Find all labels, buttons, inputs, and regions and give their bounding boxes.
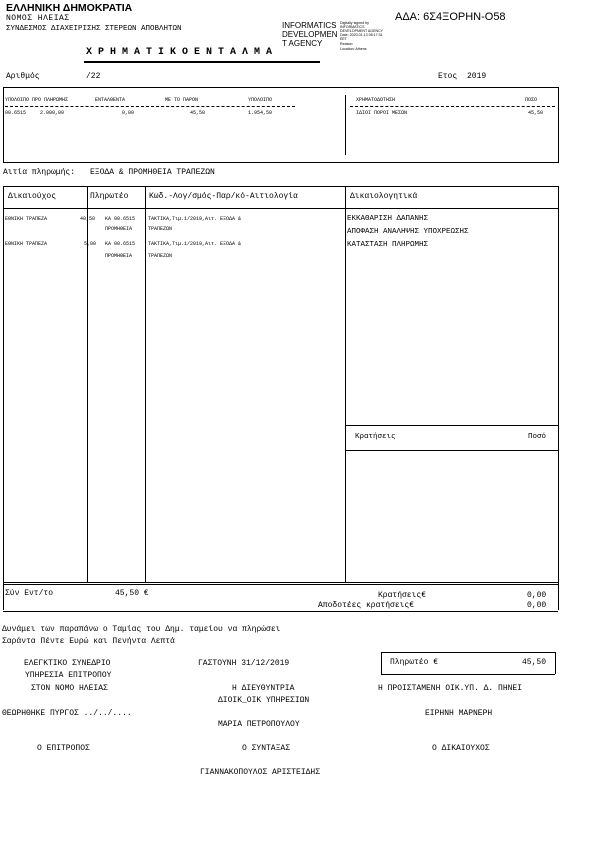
totals-bottom-rule <box>3 611 558 612</box>
details-header-code: Κωδ.-Λογ/σμός-Παρ/κό-Αιτιολογία <box>149 192 298 201</box>
totals-deductions-value: 0,00 <box>527 591 547 600</box>
sig-small-1: Digitally signed by <box>340 21 369 25</box>
audit-line-3: ΣΤΟΝ ΝΟΜΟ ΗΛΕΙΑΣ <box>31 684 108 693</box>
deductions-top-rule <box>345 425 558 426</box>
sig-small-5: EET <box>340 37 347 41</box>
summary-header-4: ΥΠΟΛΟΙΠΟ <box>248 97 273 103</box>
totals-deductions-label: Κρατήσεις€ <box>378 591 427 600</box>
summary-amount: 45,50 <box>528 110 544 116</box>
number-value: /22 <box>86 72 101 81</box>
deductions-amount-label: Ποσό <box>528 433 547 441</box>
commissioner-label: Ο ΕΠΙΤΡΟΠΟΣ <box>37 744 90 753</box>
details-header-beneficiary: Δικαιούχος <box>8 192 57 201</box>
summary-bottom-rule <box>3 162 558 163</box>
detail-row-1-desc-2a: ΠΡΟΜΗΘΕΙΑ <box>105 226 133 232</box>
sig-small-7: Location: Athens <box>340 47 367 51</box>
summary-header-1: ΥΠΟΛΟΙΠΟ ΠΡΟ ΠΛΗΡΩΜΗΣ <box>5 97 69 103</box>
detail-row-2-beneficiary: ΕΘΝΙΚΗ ΤΡΑΠΕΖΑ <box>5 241 48 247</box>
sig-small-6: Reason: <box>340 42 354 46</box>
logo-line-2: DEVELOPMEN <box>282 30 338 39</box>
audit-line-1: ΕΛΕΓΚΤΙΚΟ ΣΥΝΕΔΡΙΟ <box>24 659 111 668</box>
detail-row-2-desc: ΤΑΚΤΙΚΑ,Τιμ.1/2019,Αιτ. ΕΞΟΔΑ & <box>148 241 242 247</box>
director-name: ΜΑΡΙΑ ΠΕΤΡΟΠΟΥΛΟΥ <box>218 720 300 729</box>
document-title: Χ Ρ Η Μ Α Τ Ι Κ Ο Ε Ν Τ Α Λ Μ Α <box>86 47 273 58</box>
ada-code: ΑΔΑ: 6Σ4ΞΟΡΗΝ-Ο58 <box>395 11 506 23</box>
sig-small-4: Date: 2020.01.13 08:17:31 <box>340 33 383 37</box>
payable-label: Πληρωτέο € <box>390 658 439 667</box>
title-underline <box>84 61 320 63</box>
reason-label: Αιτία πληρωμής: <box>3 168 76 177</box>
summary-balance: 1.954,50 <box>248 110 273 116</box>
summary-header-3: ΜΕ ΤΟ ΠΑΡΟΝ <box>165 97 199 103</box>
summary-funding: ΙΔΙΟΙ ΠΟΡΟΙ ΜΕΣΩΝ <box>356 110 408 116</box>
sig-small-3: DEVELOPMENT AGENCY <box>340 29 384 33</box>
payable-box-bottom <box>381 674 555 675</box>
sig-small-2: INFORMATICS <box>340 25 365 29</box>
sum-label: Σύν Εντ/το <box>5 589 54 598</box>
summary-top-rule <box>3 87 558 88</box>
summary-issued: 0,00 <box>122 110 135 116</box>
details-header-payable: Πληρωτέο <box>90 192 129 201</box>
doc-3: ΚΑΤΑΣΤΑΣΗ ΠΛΗΡΩΜΗΣ <box>347 241 429 249</box>
reason-value: ΕΞΟΔΑ & ΠΡΟΜΗΘΕΙΑ ΤΡΑΠΕΖΩΝ <box>90 168 215 177</box>
detail-row-1-payable: 40,50 <box>80 216 96 222</box>
amount-in-words: Σαράντα Πέντε Ευρώ και Πενήντα Λεπτά <box>2 637 175 646</box>
deductions-header-rule <box>345 450 558 451</box>
details-col-divider-2 <box>145 186 146 583</box>
composer-name: ΓΙΑΝΝΑΚΟΠΟΥΛΟΣ ΑΡΙΣΤΕΙΔΗΣ <box>200 768 321 777</box>
prefecture-name: ΝΟΜΟΣ ΗΛΕΙΑΣ <box>6 14 70 23</box>
head-title: Η ΠΡΟΙΣΤΑΜΕΝΗ ΟΙΚ.ΥΠ. Δ. ΠΗΝΕΙ <box>378 684 523 693</box>
summary-header-rule-right <box>350 106 555 107</box>
director-title: Η ΔΙΕΥΘΥΝΤΡΙΑ <box>232 684 295 693</box>
totals-top-rule <box>3 582 558 585</box>
summary-right-edge <box>558 87 559 163</box>
details-left-edge <box>3 186 4 610</box>
detail-row-2-code: ΚΑ 00.6515 <box>105 241 136 247</box>
reviewed-line: ΘΕΩΡΗΘΗΚΕ ΠΥΡΓΟΣ ../../.... <box>2 709 132 718</box>
composer-label: Ο ΣΥΝΤΑΞΑΣ <box>242 744 291 753</box>
detail-row-1-desc: ΤΑΚΤΙΚΑ,Τιμ.1/2019,Αιτ. ΕΞΟΔΑ & <box>148 216 242 222</box>
director-department: ΔΙΟΙΚ_ΟΙΚ ΥΠΗΡΕΣΙΩΝ <box>218 696 310 705</box>
payable-box-left <box>381 652 382 674</box>
details-header-docs: Δικαιολογητικά <box>350 192 418 201</box>
number-label: Αριθμός <box>6 72 40 81</box>
head-name: ΕΙΡΗΝΗ ΜΑΡΝΕΡΗ <box>425 709 493 718</box>
summary-header-6: ΠΟΣΟ <box>525 97 538 103</box>
payment-instruction: Δυνάμει των παραπάνω ο Ταμίας του Δημ. ταμείου να πληρώσει <box>2 625 281 634</box>
deductions-label: Κρατήσεις <box>355 433 396 441</box>
summary-left-edge <box>3 87 4 163</box>
summary-header-2: ΕΝΤΑΛΘΕΝΤΑ <box>95 97 126 103</box>
detail-row-1-desc-2b: ΤΡΑΠΕΖΩΝ <box>148 226 173 232</box>
doc-1: ΕΚΚΑΘΑΡΙΣΗ ΔΑΠΑΝΗΣ <box>347 215 429 223</box>
summary-divider <box>345 95 346 155</box>
withheld-label: Αποδοτέες κρατήσεις€ <box>318 601 415 610</box>
summary-header-rule-left <box>5 106 295 107</box>
detail-row-1-code: ΚΑ 00.6515 <box>105 216 136 222</box>
details-header-rule <box>3 208 558 209</box>
summary-pre-balance: 2.000,00 <box>40 110 65 116</box>
place-date: ΓΑΣΤΟΥΝΗ 31/12/2019 <box>198 659 290 668</box>
withheld-value: 0,00 <box>527 601 547 610</box>
detail-row-2-desc-2b: ΤΡΑΠΕΖΩΝ <box>148 253 173 259</box>
details-right-edge <box>558 186 559 610</box>
summary-current: 45,50 <box>190 110 206 116</box>
payable-value: 45,50 <box>522 658 547 667</box>
country-name: ΕΛΛΗΝΙΚΗ ΔΗΜΟΚΡΑΤΙΑ <box>6 2 133 14</box>
doc-2: ΑΠΟΦΑΣΗ ΑΝΑΛΗΨΗΣ ΥΠΟΧΡΕΩΣΗΣ <box>347 228 469 236</box>
year-value: 2019 <box>467 72 487 81</box>
logo-line-1: INFORMATICS <box>282 21 337 30</box>
summary-code: 00.6515 <box>5 110 27 116</box>
detail-row-2-desc-2a: ΠΡΟΜΗΘΕΙΑ <box>105 253 133 259</box>
year-label: Ετος <box>438 72 458 81</box>
organization-name: ΣΥΝΔΕΣΜΟΣ ΔΙΑΧΕΙΡΙΣΗΣ ΣΤΕΡΕΩΝ ΑΠΟΒΛΗΤΩΝ <box>6 25 182 33</box>
detail-row-1-beneficiary: ΕΘΝΙΚΗ ΤΡΑΠΕΖΑ <box>5 216 48 222</box>
payable-box-top <box>381 652 555 653</box>
detail-row-2-payable: 5,00 <box>84 241 97 247</box>
logo-line-3: T AGENCY <box>282 39 323 48</box>
audit-line-2: ΥΠΗΡΕΣΙΑ ΕΠΙΤΡΟΠΟΥ <box>25 671 112 680</box>
beneficiary-label: Ο ΔΙΚΑΙΟΥΧΟΣ <box>432 744 490 753</box>
details-col-divider-3 <box>345 186 346 583</box>
payable-box-right <box>555 652 556 674</box>
summary-header-5: ΧΡΗΜΑΤΟΔΟΤΗΣΗ <box>356 97 396 103</box>
sum-value: 45,50 € <box>115 589 149 598</box>
